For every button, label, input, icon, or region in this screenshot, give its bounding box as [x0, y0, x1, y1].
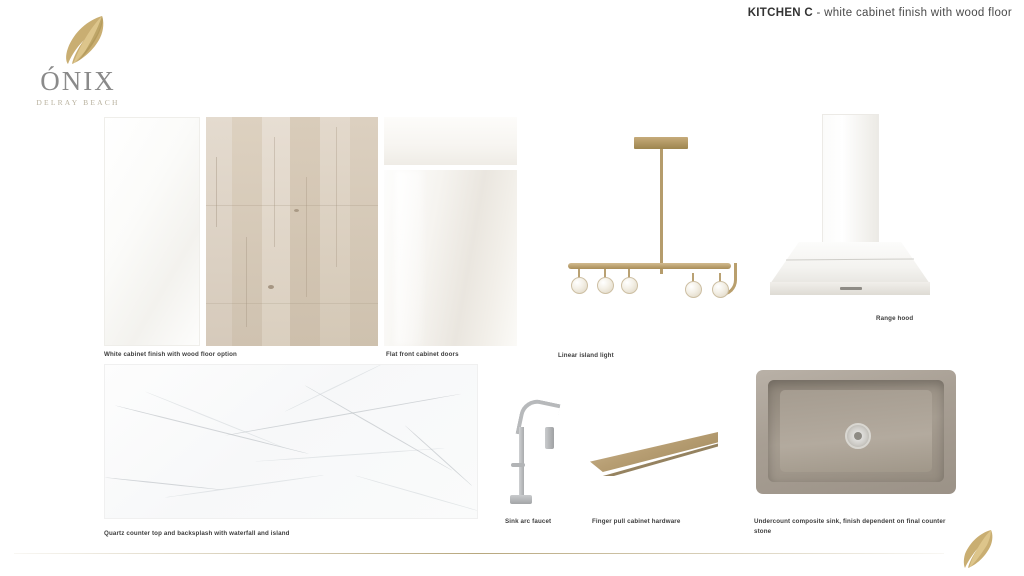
swatch-flat-front-door — [384, 117, 517, 346]
light-canopy — [634, 137, 688, 149]
product-finger-pull-hardware — [590, 432, 718, 488]
light-bulb — [597, 277, 614, 294]
light-bulb — [571, 277, 588, 294]
product-linear-island-light — [556, 125, 746, 310]
light-bar — [568, 263, 731, 269]
caption-range-hood: Range hood — [876, 315, 914, 322]
hood-control-slot — [840, 287, 862, 290]
page-title-rest: - white cabinet finish with wood floor — [813, 7, 1012, 19]
light-bulb — [685, 281, 702, 298]
caption-linear-island-light: Linear island light — [558, 352, 614, 359]
light-bulb — [712, 281, 729, 298]
caption-finger-pull: Finger pull cabinet hardware — [592, 518, 681, 525]
page-title-strong: KITCHEN C — [747, 7, 813, 19]
logo-subtitle: DELRAY BEACH — [36, 98, 120, 107]
logo-wordmark: ÓNIX — [40, 66, 116, 96]
swatch-quartz-counter — [104, 364, 478, 519]
page-title — [748, 7, 1012, 19]
light-bulb — [621, 277, 638, 294]
caption-composite-sink: Undercount composite sink, finish dependent on final counter stone — [754, 518, 946, 535]
product-range-hood — [770, 114, 930, 304]
footer-feather-icon — [958, 528, 998, 570]
caption-flat-front-doors: Flat front cabinet doors — [386, 351, 459, 358]
feather-icon — [58, 14, 112, 66]
caption-sink-arc-faucet: Sink arc faucet — [505, 518, 552, 525]
footer-divider — [14, 553, 944, 554]
product-composite-sink — [756, 370, 956, 494]
swatch-white-cabinet-finish — [104, 117, 200, 346]
light-stem — [660, 149, 663, 274]
caption-quartz-counter: Quartz counter top and backsplash with waterfall and island — [104, 530, 290, 537]
brand-logo — [18, 14, 138, 107]
swatch-wood-floor — [206, 117, 378, 346]
caption-white-cabinet-wood-floor: White cabinet finish with wood floor option — [104, 351, 237, 358]
product-sink-arc-faucet — [505, 395, 565, 515]
